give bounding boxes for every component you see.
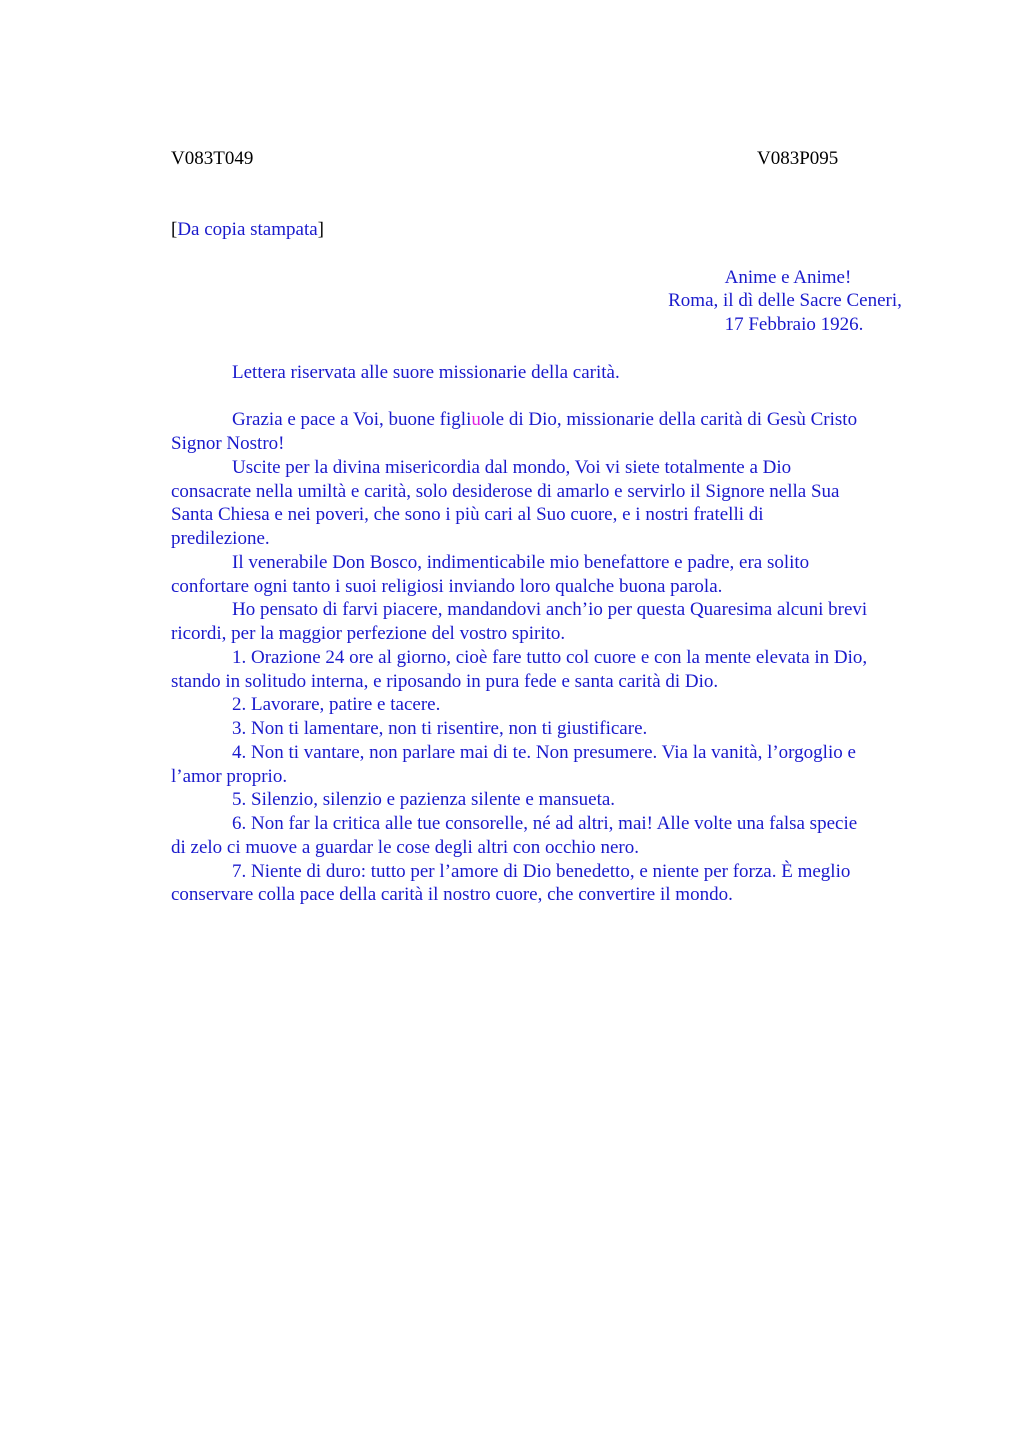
salutation-line-3: 17 Febbraio 1926. bbox=[724, 314, 864, 335]
item-1-line-1: 1. Orazione 24 ore al giorno, cioè fare tutto col cuore e con la mente elevata in Dio, bbox=[232, 647, 868, 668]
item-5: 5. Silenzio, silenzio e pazienza silente e mansueta. bbox=[232, 789, 616, 810]
header-right-code: V083P095 bbox=[757, 148, 839, 169]
paragraph-4-line-2: ricordi, per la maggior perfezione del vostro spirito. bbox=[171, 623, 566, 644]
paragraph-1-text-before: Grazia e pace a Voi, buone figli bbox=[232, 409, 472, 430]
header-left-code: V083T049 bbox=[171, 148, 254, 169]
paragraph-3-line-2: confortare ogni tanto i suoi religiosi inviando loro qualche buona parola. bbox=[171, 576, 723, 597]
source-note-close-bracket: ] bbox=[317, 219, 324, 240]
item-6-line-2: di zelo ci muove a guardar le cose degli altri con occhio nero. bbox=[171, 837, 639, 858]
paragraph-2-line-1: Uscite per la divina misericordia dal mondo, Voi vi siete totalmente a Dio bbox=[232, 457, 792, 478]
item-7-line-1: 7. Niente di duro: tutto per l’amore di Dio benedetto, e niente per forza. È meglio bbox=[232, 861, 851, 882]
item-6-line-1: 6. Non far la critica alle tue consorelle, né ad altri, mai! Alle volte una falsa specie bbox=[232, 813, 858, 834]
item-3: 3. Non ti lamentare, non ti risentire, non ti giustificare. bbox=[232, 718, 648, 739]
source-note bbox=[171, 218, 324, 242]
paragraph-4-line-1: Ho pensato di farvi piacere, mandandovi anch’io per questa Quaresima alcuni brevi bbox=[232, 599, 868, 620]
item-4-line-2: l’amor proprio. bbox=[171, 766, 288, 787]
source-note-open-bracket: [ bbox=[171, 219, 178, 240]
salutation-line-1: Anime e Anime! bbox=[724, 267, 852, 288]
paragraph-1-text-after: ole di Dio, missionarie della carità di Gesù Cristo bbox=[480, 409, 858, 430]
paragraph-1-highlight: u bbox=[471, 409, 481, 430]
paragraph-2-line-3: Santa Chiesa e nei poveri, che sono i più cari al Suo cuore, e i nostri fratelli di bbox=[171, 504, 764, 525]
item-2: 2. Lavorare, patire e tacere. bbox=[232, 694, 441, 715]
paragraph-1-line-2: Signor Nostro! bbox=[171, 433, 285, 454]
source-note-text: Da copia stampata bbox=[177, 219, 318, 240]
paragraph-2-line-4: predilezione. bbox=[171, 528, 270, 549]
item-7-line-2: conservare colla pace della carità il nostro cuore, che convertire il mondo. bbox=[171, 884, 733, 905]
paragraph-2-line-2: consacrate nella umiltà e carità, solo desiderose di amarlo e servirlo il Signore nella Sua bbox=[171, 481, 840, 502]
item-1-line-2: stando in solitudo interna, e riposando in pura fede e santa carità di Dio. bbox=[171, 671, 719, 692]
paragraph-3-line-1: Il venerabile Don Bosco, indimenticabile mio benefattore e padre, era solito bbox=[232, 552, 810, 573]
paragraph-1-line-1 bbox=[232, 408, 857, 432]
letter-title: Lettera riservata alle suore missionarie della carità. bbox=[232, 362, 620, 383]
salutation-line-2: Roma, il dì delle Sacre Ceneri, bbox=[668, 290, 902, 311]
item-4-line-1: 4. Non ti vantare, non parlare mai di te. Non presumere. Via la vanità, l’orgoglio e bbox=[232, 742, 856, 763]
